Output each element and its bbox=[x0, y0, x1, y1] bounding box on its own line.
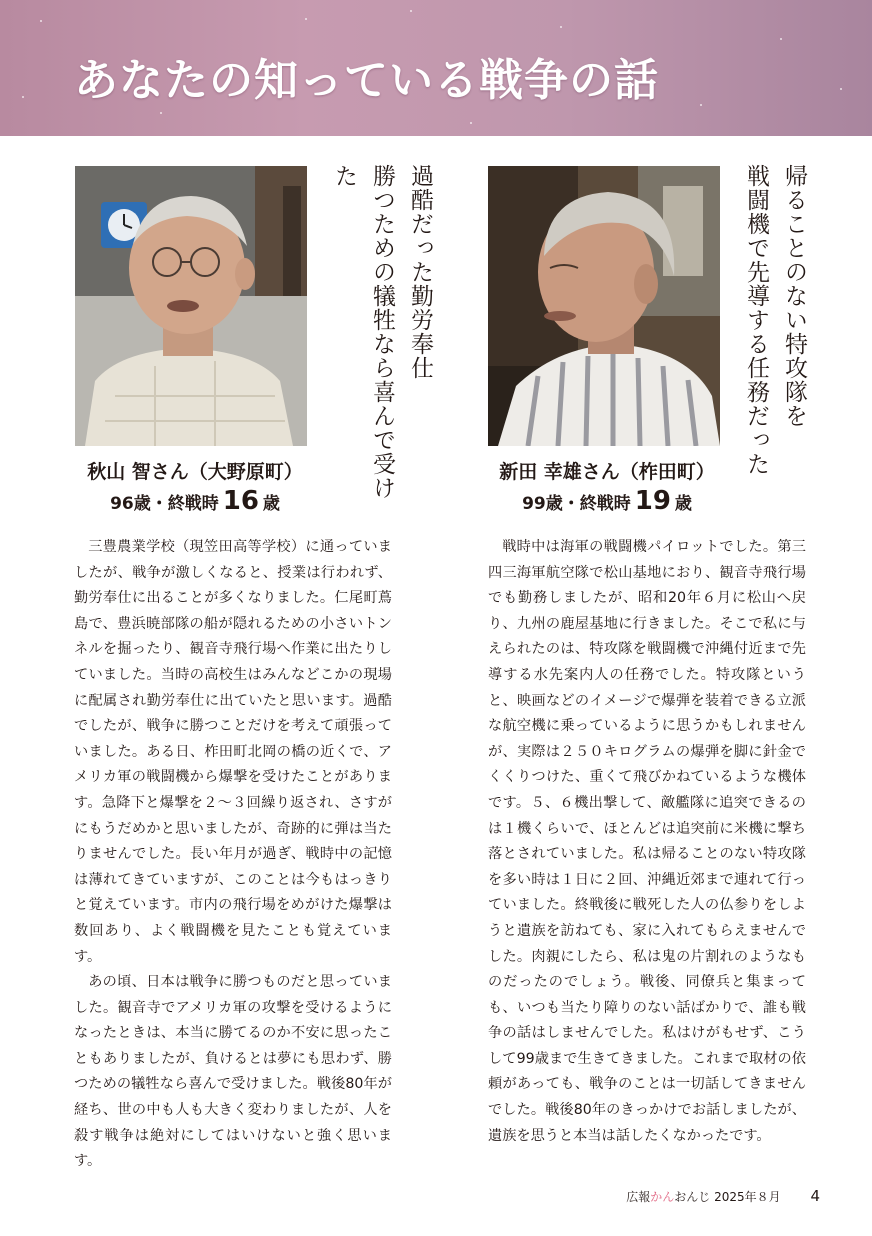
headline-akiyama: 過酷だった勤労奉仕 勝つための犠牲なら喜んで受けた bbox=[331, 164, 433, 500]
interview-text-nitta bbox=[488, 535, 806, 1149]
portrait-photo-akiyama bbox=[75, 166, 307, 446]
portrait-photo-nitta bbox=[488, 166, 720, 446]
age-suffix: 歳 bbox=[262, 494, 280, 514]
interviewee-age bbox=[40, 486, 350, 516]
publication-name: 広報かんおんじ bbox=[626, 1190, 711, 1204]
page-number: 4 bbox=[810, 1187, 820, 1205]
paragraph: あの頃、日本は戦争に勝つものだと思っていました。観音寺でアメリカ軍の攻撃を受けるようになったときは、本当に勝てるのか不安に思ったこともありましたが、負けるとは夢にも思わず、勝つための犠牲なら喜んで受けました。戦後80年が経ち、世の中も人も大きく変わりましたが、人を殺す戦争は絶対にしてはいけないと強く思います。 bbox=[74, 974, 392, 1170]
headline-nitta: 帰ることのない特攻隊を 戦闘機で先導する任務だった bbox=[743, 164, 807, 476]
paragraph: 戦時中は海軍の戦闘機パイロットでした。第三四三海軍航空隊で松山基地におり、観音寺飛行場でも勤務しましたが、昭和20年６月に松山へ戻り、九州の鹿屋基地に行きました。そこで私に与えられたのは、特攻隊を戦闘機で沖縄付近まで先導する水先案内人の任務でした。特攻隊というと、映画などのイメージで爆弾を装着できる立派な航空機に乗っているように思うかもしれませんが、実際は２５０キログラムの爆弾を脚に針金でくくりつけた、重くて飛びかねているような機体です。５、６機出撃して、敵艦隊に追突できるのは１機くらいで、ほとんどは追突前に米機に撃ち落とされていました。私は帰ることのない特攻隊を多い時は１日に２回、沖縄近郊まで連れて行っていました。終戦後に戦死した人の仏参りをしようと遺族を訪ねても、家に入れてもらえませんでした。肉親にしたら、私は鬼の片割れのようなものだったのでしょう。戦後、同僚兵と集まっても、いつも当たり障りのない話ばかりで、誰も戦争の話はしませんでした。私はけがもせず、こうして99歳まで生きてきました。これまで取材の依頼があっても、戦争のことは一切話してきませんでした。戦後80年のきっかけでお話しましたが、遺族を思うと本当は話したくなかったです。 bbox=[488, 539, 806, 1144]
age-at-war-end: 16 bbox=[222, 486, 259, 516]
age-prefix: 96歳・終戦時 bbox=[110, 494, 219, 514]
publication-accent: かん bbox=[650, 1190, 675, 1204]
interviewee-name: 新田 幸雄さん（柞田町） bbox=[499, 461, 715, 483]
paragraph: 三豊農業学校（現笠田高等学校）に通っていましたが、戦争が激しくなると、授業は行われず、勤労奉仕に出ることが多くなりました。仁尾町蔦島で、豊浜暁部隊の船が隠れるための小さいトンネルを掘ったり、観音寺飛行場へ作業に出たりしていました。当時の高校生はみんなどこかの現場に配属され勤労奉仕に出ていたと思います。過酷でしたが、戦争に勝つことだけを考えて頑張っていました。ある日、柞田町北岡の橋の近くで、アメリカ軍の戦闘機から爆撃を受けたことがあります。急降下と爆撃を２～３回繰り返され、さすがにもうだめかと思いましたが、奇跡的に弾は当たりませんでした。長い年月が過ぎ、戦時中の記憶は薄れてきていますが、このことは今もはっきりと覚えています。市内の飛行場をめがけた爆撃は数回あり、よく戦闘機を見たことも覚えています。 bbox=[74, 539, 392, 965]
interviewee-name: 秋山 智さん（大野原町） bbox=[87, 461, 303, 483]
interview-text-akiyama bbox=[74, 535, 392, 1175]
interviewee-age bbox=[452, 486, 762, 516]
age-prefix: 99歳・終戦時 bbox=[522, 494, 631, 514]
page-header bbox=[0, 0, 872, 136]
page-title: あなたの知っている戦争の話 bbox=[74, 55, 659, 106]
page-footer bbox=[626, 1187, 820, 1205]
issue-date: 2025年８月 bbox=[714, 1190, 781, 1204]
age-at-war-end: 19 bbox=[634, 486, 671, 516]
age-suffix: 歳 bbox=[674, 494, 692, 514]
